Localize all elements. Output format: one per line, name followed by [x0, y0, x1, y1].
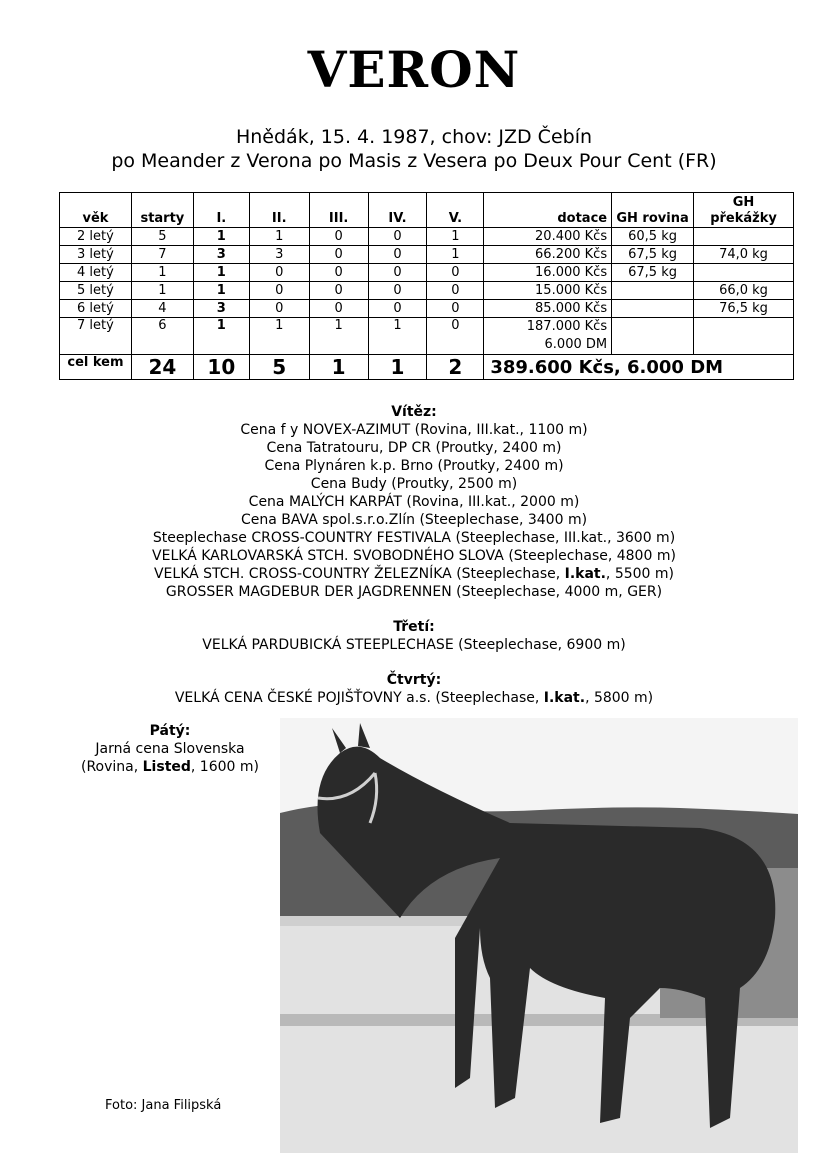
text: VELKÁ CENA ČESKÉ POJIŠŤOVNY a.s. (Steeplechase,	[174, 690, 544, 706]
cell: 16.000 Kčs	[484, 264, 612, 282]
cell	[612, 282, 694, 300]
cell: 74,0 kg	[694, 246, 794, 264]
cell: 0	[309, 300, 368, 318]
cell: 0	[249, 282, 309, 300]
list-item	[70, 758, 270, 776]
col-header: dotace	[484, 193, 612, 228]
fifth-section	[70, 722, 270, 776]
text: , 5800 m)	[585, 690, 654, 706]
cell: 3	[193, 300, 249, 318]
cell: 1	[193, 264, 249, 282]
cell: 20.400 Kčs	[484, 228, 612, 246]
cell: 1	[368, 355, 427, 380]
list-item: Jarná cena Slovenska	[95, 741, 245, 757]
list-item	[0, 689, 828, 707]
cell: 5 letý	[60, 282, 132, 300]
cell	[694, 264, 794, 282]
fourth-section	[0, 671, 828, 707]
cell-prize-money	[484, 318, 612, 355]
cell: 1	[427, 246, 484, 264]
table-row	[60, 300, 794, 318]
cell: 0	[368, 300, 427, 318]
table-row	[60, 282, 794, 300]
col-header: věk	[60, 193, 132, 228]
cell: 4 letý	[60, 264, 132, 282]
col-header: V.	[427, 193, 484, 228]
pedigree-line: po Meander z Verona po Masis z Vesera po Deux Pour Cent (FR)	[111, 150, 717, 172]
list-item: GROSSER MAGDEBUR DER JAGDRENNEN (Steeplechase, 4000 m, GER)	[165, 584, 663, 600]
cell: 4	[131, 300, 193, 318]
category-bold: Listed	[142, 759, 191, 775]
cell: 24	[131, 355, 193, 380]
cell: 5	[249, 355, 309, 380]
cell: 0	[427, 318, 484, 355]
cell: 1	[131, 282, 193, 300]
cell: 60,5 kg	[612, 228, 694, 246]
cell: 0	[368, 264, 427, 282]
text: VELKÁ STCH. CROSS-COUNTRY ŽELEZNÍKA (Steeplechase,	[153, 566, 565, 582]
section-heading: Vítěz:	[391, 404, 437, 420]
list-item: Cena Plynáren k.p. Brno (Proutky, 2400 m)	[264, 458, 564, 474]
section-heading: Čtvrtý:	[386, 672, 442, 688]
cell: 3	[193, 246, 249, 264]
table-row	[60, 318, 794, 355]
cell: 0	[249, 300, 309, 318]
col-header: starty	[131, 193, 193, 228]
cell: 0	[309, 282, 368, 300]
cell: 1	[249, 318, 309, 355]
cell: 2	[427, 355, 484, 380]
cell: 3 letý	[60, 246, 132, 264]
cell: 1	[131, 264, 193, 282]
cell: 0	[368, 228, 427, 246]
list-item: Cena MALÝCH KARPÁT (Rovina, III.kat., 2000 m)	[248, 494, 580, 510]
cell: 85.000 Kčs	[484, 300, 612, 318]
prize-dm: 6.000 DM	[544, 337, 608, 352]
list-item: VELKÁ PARDUBICKÁ STEEPLECHASE (Steeplechase, 6900 m)	[202, 637, 626, 653]
cell: 76,5 kg	[694, 300, 794, 318]
list-item: Cena Tatratouru, DP CR (Proutky, 2400 m)	[266, 440, 562, 456]
cell: 5	[131, 228, 193, 246]
cell: 0	[427, 300, 484, 318]
cell: 15.000 Kčs	[484, 282, 612, 300]
col-header: III.	[309, 193, 368, 228]
cell: 2 letý	[60, 228, 132, 246]
cell: 1	[368, 318, 427, 355]
cell: 1	[309, 355, 368, 380]
cell: 1	[193, 228, 249, 246]
section-heading: Pátý:	[149, 723, 191, 739]
page-title: VERON	[307, 40, 521, 99]
table-row	[60, 246, 794, 264]
cell: 6 letý	[60, 300, 132, 318]
cell: 0	[427, 282, 484, 300]
cell: 66,0 kg	[694, 282, 794, 300]
cell: 6	[131, 318, 193, 355]
cell: 0	[309, 246, 368, 264]
cell: 66.200 Kčs	[484, 246, 612, 264]
cell: 1	[427, 228, 484, 246]
cell	[612, 300, 694, 318]
cell: cel kem	[60, 355, 132, 380]
cell: 67,5 kg	[612, 264, 694, 282]
table-header-row	[60, 193, 794, 228]
cell: 1	[249, 228, 309, 246]
table-row	[60, 228, 794, 246]
list-item	[0, 565, 828, 583]
cell: 7 letý	[60, 318, 132, 355]
cell	[694, 228, 794, 246]
list-item: Cena f y NOVEX-AZIMUT (Rovina, III.kat., 1100 m)	[240, 422, 588, 438]
list-item: Steeplechase CROSS-COUNTRY FESTIVALA (Steeplechase, III.kat., 3600 m)	[152, 530, 676, 546]
table-row	[60, 264, 794, 282]
third-section	[0, 618, 828, 654]
horse-details: Hnědák, 15. 4. 1987, chov: JZD Čebín	[235, 126, 593, 148]
table-total-row	[60, 355, 794, 380]
cell: 1	[193, 318, 249, 355]
race-stats-table	[59, 192, 794, 380]
cell: 0	[249, 264, 309, 282]
cell: 1	[309, 318, 368, 355]
cell: 0	[309, 228, 368, 246]
text: (Rovina,	[80, 759, 143, 775]
list-item: VELKÁ KARLOVARSKÁ STCH. SVOBODNÉHO SLOVA (Steeplechase, 4800 m)	[152, 548, 676, 564]
category-bold: I.kat.	[543, 690, 586, 706]
text: , 5500 m)	[605, 566, 675, 582]
col-header: GH překážky	[694, 193, 794, 228]
cell: 0	[309, 264, 368, 282]
col-header: I.	[193, 193, 249, 228]
cell	[612, 318, 694, 355]
list-item: Cena Budy (Proutky, 2500 m)	[310, 476, 518, 492]
cell: 0	[368, 246, 427, 264]
cell: 1	[193, 282, 249, 300]
cell: 0	[427, 264, 484, 282]
winner-section	[0, 403, 828, 601]
section-heading: Třetí:	[393, 619, 435, 635]
cell: 10	[193, 355, 249, 380]
prize-kcs: 187.000 Kčs	[526, 319, 608, 334]
total-prize-money: 389.600 Kčs, 6.000 DM	[484, 355, 794, 380]
cell: 0	[368, 282, 427, 300]
horse-photo-image	[280, 718, 798, 1153]
cell: 7	[131, 246, 193, 264]
list-item: Cena BAVA spol.s.r.o.Zlín (Steeplechase, 3400 m)	[240, 512, 588, 528]
col-header: II.	[249, 193, 309, 228]
photo-credit: Foto: Jana Filipská	[105, 1098, 222, 1113]
col-header: IV.	[368, 193, 427, 228]
text: , 1600 m)	[190, 759, 259, 775]
col-header: GH rovina	[612, 193, 694, 228]
cell: 3	[249, 246, 309, 264]
cell: 67,5 kg	[612, 246, 694, 264]
horse-photo	[280, 718, 798, 1153]
cell	[694, 318, 794, 355]
category-bold: I.kat.	[564, 566, 606, 582]
